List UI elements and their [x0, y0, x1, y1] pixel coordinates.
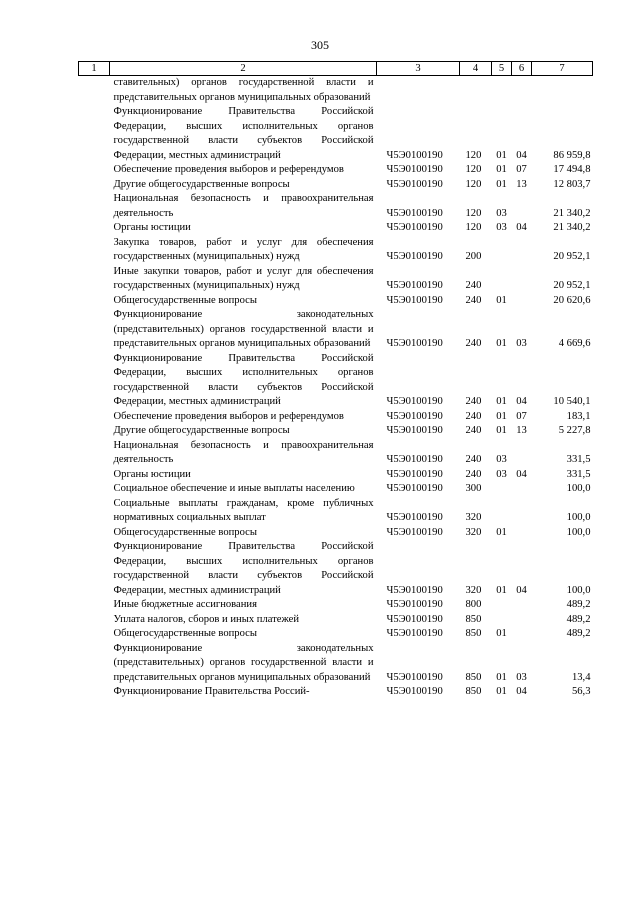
table-row [79, 410, 593, 425]
section-code [492, 236, 512, 265]
budget-item-name: Социальное обеспечение и иные выплаты населению [113, 483, 355, 494]
budget-item-name: Органы юстиции [113, 222, 191, 233]
expense-type-code: 120 [465, 222, 482, 233]
table-row [79, 642, 593, 686]
column-header: 4 [460, 62, 492, 76]
expense-type-code: 850 [465, 613, 482, 625]
section-code: 01 [496, 178, 507, 190]
subsection-code: 13 [516, 425, 527, 436]
amount-value: 86 959,8 [553, 149, 591, 161]
section-code: 03 [496, 222, 507, 233]
section-code [492, 482, 512, 497]
amount-value: 13,4 [571, 671, 591, 683]
budget-item-name: Функционирование Правительства Российской Федерации, высших исполнительных органов государственной власти субъектов Российской Федерации, местных администраций [113, 541, 374, 596]
section-code [492, 76, 512, 106]
budget-item-name: Национальная безопасность и правоохранительная деятельность [113, 439, 374, 465]
table-row [79, 178, 593, 193]
section-code: 01 [496, 526, 507, 538]
section-code: 03 [496, 454, 507, 465]
amount-value: 20 620,6 [553, 294, 591, 306]
expense-type-code: 240 [465, 280, 482, 291]
amount-value: 489,2 [566, 628, 591, 639]
first-column-cell [79, 178, 110, 193]
target-article-code: Ч5Э0100190 [386, 599, 443, 610]
column-header: 5 [492, 62, 512, 76]
section-code: 01 [496, 164, 507, 175]
section-code [492, 613, 512, 628]
expense-type-code: 320 [465, 512, 482, 523]
table-row [79, 192, 593, 221]
first-column-cell [79, 76, 110, 106]
amount-value: 489,2 [566, 613, 591, 625]
amount-value: 4 669,6 [558, 338, 591, 349]
amount-value: 183,1 [566, 410, 591, 422]
table-row [79, 424, 593, 439]
budget-item-name: Другие общегосударственные вопросы [113, 178, 290, 190]
table-row [79, 613, 593, 628]
target-article-code: Ч5Э0100190 [386, 149, 443, 161]
section-code: 01 [496, 396, 507, 407]
table-row [79, 76, 593, 106]
budget-item-name: Уплата налогов, сборов и иных платежей [113, 613, 300, 625]
amount-value: 20 952,1 [553, 251, 591, 262]
target-article-code: Ч5Э0100190 [386, 222, 443, 233]
budget-item-name: Социальные выплаты гражданам, кроме публичных нормативных социальных выплат [113, 497, 374, 523]
page-number: 305 [311, 38, 329, 52]
budget-table [78, 61, 593, 700]
first-column-cell [79, 482, 110, 497]
first-column-cell [79, 221, 110, 236]
first-column-cell [79, 685, 110, 700]
first-column-cell [79, 163, 110, 178]
subsection-code: 03 [516, 338, 527, 349]
budget-item-name: Иные бюджетные ассигнования [113, 599, 257, 610]
subsection-code: 04 [516, 584, 527, 596]
expense-type-code: 850 [465, 686, 482, 697]
subsection-code: 04 [516, 686, 527, 697]
table-row [79, 439, 593, 468]
first-column-cell [79, 265, 110, 294]
target-article-code: Ч5Э0100190 [386, 483, 443, 494]
amount-value: 12 803,7 [553, 178, 591, 190]
target-article-code: Ч5Э0100190 [386, 468, 443, 480]
first-column-cell [79, 410, 110, 425]
first-column-cell [79, 424, 110, 439]
budget-item-name: Обеспечение проведения выборов и референдумов [113, 410, 344, 422]
subsection-code: 13 [516, 178, 527, 190]
amount-value: 20 952,1 [553, 280, 591, 291]
table-row [79, 221, 593, 236]
first-column-cell [79, 526, 110, 541]
amount-value: 331,5 [566, 454, 591, 465]
subsection-code [512, 627, 532, 642]
table-row [79, 598, 593, 613]
expense-type-code: 850 [465, 671, 482, 683]
column-header: 1 [79, 62, 110, 76]
table-row [79, 236, 593, 265]
expense-type-code: 240 [465, 410, 482, 422]
first-column-cell [79, 598, 110, 613]
budget-item-name: Общегосударственные вопросы [113, 628, 257, 639]
budget-item-name: ставительных) органов государственной власти и представительных органов муниципальных образований [113, 77, 374, 103]
first-column-cell [79, 497, 110, 526]
table-row [79, 627, 593, 642]
expense-type-code: 320 [465, 584, 482, 596]
section-code: 01 [496, 425, 507, 436]
subsection-code [512, 497, 532, 526]
budget-item-name: Органы юстиции [113, 468, 191, 480]
budget-item-name: Функционирование Правительства Российской Федерации, высших исполнительных органов государственной власти субъектов Российской Федерации, местных администраций [113, 106, 374, 161]
subsection-code: 04 [516, 468, 527, 480]
budget-item-name: Общегосударственные вопросы [113, 526, 257, 538]
table-row [79, 163, 593, 178]
section-code [492, 598, 512, 613]
subsection-code [512, 265, 532, 294]
table-row [79, 482, 593, 497]
table-row [79, 497, 593, 526]
budget-item-name: Иные закупки товаров, работ и услуг для обеспечения государственных (муниципальных) нужд [113, 265, 374, 291]
expense-type-code [460, 76, 492, 106]
expense-type-code: 320 [465, 526, 482, 538]
first-column-cell [79, 308, 110, 352]
expense-type-code: 800 [465, 599, 482, 610]
expense-type-code: 240 [465, 425, 482, 436]
budget-item-name: Национальная безопасность и правоохранительная деятельность [113, 193, 374, 219]
budget-item-name: Обеспечение проведения выборов и референдумов [113, 164, 344, 175]
column-header: 3 [377, 62, 460, 76]
table-body [79, 76, 593, 700]
subsection-code: 04 [516, 149, 527, 161]
section-code [492, 497, 512, 526]
target-article-code: Ч5Э0100190 [386, 454, 443, 465]
section-code: 03 [496, 207, 507, 219]
expense-type-code: 200 [465, 251, 482, 262]
table-row [79, 265, 593, 294]
expense-type-code: 120 [465, 164, 482, 175]
target-article-code: Ч5Э0100190 [386, 178, 443, 190]
first-column-cell [79, 439, 110, 468]
target-article-code: Ч5Э0100190 [386, 294, 443, 306]
target-article-code: Ч5Э0100190 [386, 410, 443, 422]
table-row [79, 105, 593, 163]
target-article-code: Ч5Э0100190 [386, 512, 443, 523]
section-code: 01 [496, 410, 507, 422]
section-code: 01 [496, 149, 507, 161]
target-article-code [377, 76, 460, 106]
amount-value: 100,0 [566, 512, 591, 523]
table-row [79, 540, 593, 598]
subsection-code [512, 526, 532, 541]
target-article-code: Ч5Э0100190 [386, 280, 443, 291]
subsection-code: 04 [516, 396, 527, 407]
subsection-code: 07 [516, 164, 527, 175]
target-article-code: Ч5Э0100190 [386, 584, 443, 596]
first-column-cell [79, 468, 110, 483]
first-column-cell [79, 627, 110, 642]
first-column-cell [79, 352, 110, 410]
subsection-code [512, 192, 532, 221]
table-row [79, 685, 593, 700]
table-row [79, 526, 593, 541]
first-column-cell [79, 642, 110, 686]
amount-value: 100,0 [566, 526, 591, 538]
amount-value: 489,2 [566, 599, 591, 610]
first-column-cell [79, 613, 110, 628]
section-code: 01 [496, 671, 507, 683]
budget-item-name: Функционирование законодательных (представительных) органов государственной власти и представительных органов муниципальных образований [113, 309, 374, 349]
expense-type-code: 240 [465, 396, 482, 407]
subsection-code [512, 598, 532, 613]
section-code: 01 [496, 294, 507, 306]
section-code: 01 [496, 338, 507, 349]
budget-item-name: Функционирование Правительства Россий- [113, 686, 310, 697]
budget-item-name: Функционирование законодательных (представительных) органов государственной власти и представительных органов муниципальных образований [113, 642, 374, 683]
amount-value [532, 76, 593, 106]
target-article-code: Ч5Э0100190 [386, 686, 443, 697]
column-header: 7 [532, 62, 593, 76]
amount-value: 100,0 [566, 483, 591, 494]
budget-item-name: Общегосударственные вопросы [113, 294, 257, 306]
target-article-code: Ч5Э0100190 [386, 671, 443, 683]
expense-type-code: 850 [465, 628, 482, 639]
first-column-cell [79, 236, 110, 265]
amount-value: 10 540,1 [553, 396, 591, 407]
first-column-cell [79, 192, 110, 221]
column-number-header-row [79, 62, 593, 76]
target-article-code: Ч5Э0100190 [386, 628, 443, 639]
expense-type-code: 240 [465, 338, 482, 349]
first-column-cell [79, 105, 110, 163]
subsection-code [512, 613, 532, 628]
expense-type-code: 120 [465, 178, 482, 190]
target-article-code: Ч5Э0100190 [386, 164, 443, 175]
expense-type-code: 120 [465, 149, 482, 161]
first-column-cell [79, 294, 110, 309]
target-article-code: Ч5Э0100190 [386, 396, 443, 407]
expense-type-code: 120 [465, 207, 482, 219]
subsection-code [512, 439, 532, 468]
amount-value: 56,3 [571, 686, 591, 697]
amount-value: 21 340,2 [553, 222, 591, 233]
amount-value: 5 227,8 [558, 425, 591, 436]
table-row [79, 468, 593, 483]
first-column-cell [79, 540, 110, 598]
amount-value: 331,5 [566, 468, 591, 480]
section-code [492, 265, 512, 294]
expense-type-code: 300 [465, 483, 482, 494]
subsection-code [512, 236, 532, 265]
table-row [79, 308, 593, 352]
target-article-code: Ч5Э0100190 [386, 425, 443, 436]
target-article-code: Ч5Э0100190 [386, 526, 443, 538]
budget-item-name: Функционирование Правительства Российской Федерации, высших исполнительных органов государственной власти субъектов Российской Федерации, местных администраций [113, 352, 374, 407]
section-code: 01 [496, 584, 507, 596]
amount-value: 21 340,2 [553, 207, 591, 219]
table-row [79, 294, 593, 309]
amount-value: 100,0 [566, 584, 591, 596]
expense-type-code: 240 [465, 468, 482, 480]
subsection-code: 04 [516, 222, 527, 233]
target-article-code: Ч5Э0100190 [386, 207, 443, 219]
budget-item-name: Закупка товаров, работ и услуг для обеспечения государственных (муниципальных) нужд [113, 236, 374, 262]
budget-item-name: Другие общегосударственные вопросы [113, 425, 290, 436]
section-code: 03 [496, 468, 507, 480]
column-header: 2 [110, 62, 377, 76]
subsection-code [512, 76, 532, 106]
subsection-code: 07 [516, 410, 527, 422]
target-article-code: Ч5Э0100190 [386, 251, 443, 262]
section-code: 01 [496, 628, 507, 639]
subsection-code [512, 294, 532, 309]
section-code: 01 [496, 686, 507, 697]
subsection-code: 03 [516, 671, 527, 683]
column-header: 6 [512, 62, 532, 76]
subsection-code [512, 482, 532, 497]
expense-type-code: 240 [465, 454, 482, 465]
table-row [79, 352, 593, 410]
expense-type-code: 240 [465, 294, 482, 306]
target-article-code: Ч5Э0100190 [386, 338, 443, 349]
amount-value: 17 494,8 [553, 164, 591, 175]
target-article-code: Ч5Э0100190 [386, 613, 443, 625]
